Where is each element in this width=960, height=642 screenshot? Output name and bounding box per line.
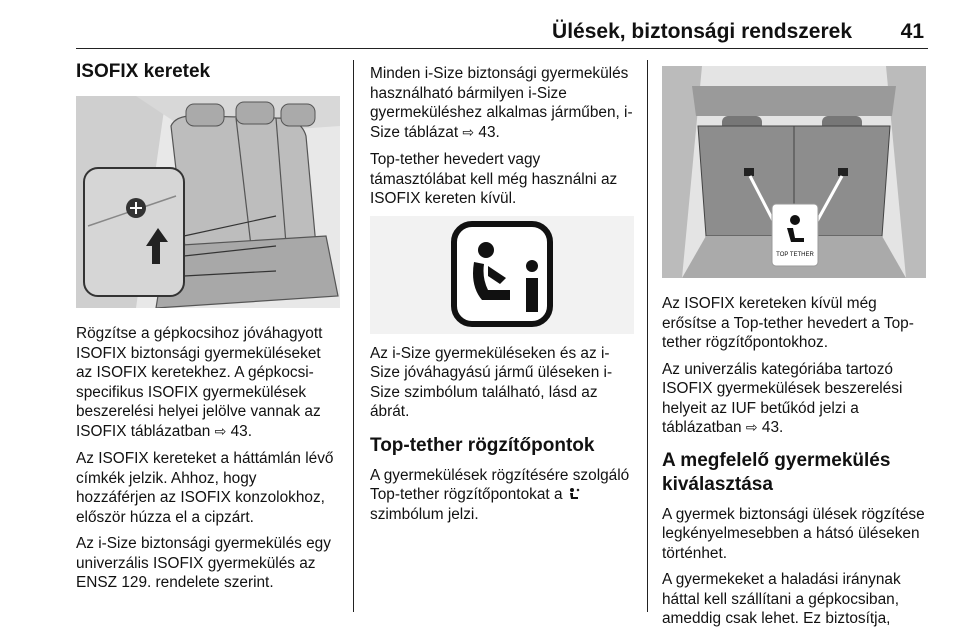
section-heading-isofix: ISOFIX keretek: [76, 61, 211, 82]
col2-paragraph-4-end: szimbólum jelzi.: [370, 505, 479, 523]
page-ref-arrow-icon: ⇨: [745, 420, 758, 436]
column-divider: [353, 60, 354, 612]
column-2: [370, 64, 634, 531]
col2-ref-page: 43.: [478, 123, 500, 141]
page-number: 41: [900, 20, 924, 43]
section-heading-top-tether: Top-tether rögzítőpontok: [370, 434, 595, 456]
column-divider: [647, 60, 648, 612]
page-header: [76, 0, 928, 49]
col3-ref-page: 43.: [761, 419, 784, 436]
top-tether-symbol-icon: [567, 487, 581, 501]
col3-paragraph-4: A gyermekeket a haladási iránynak háttal kell szállítani a gépkocsiban, ameddig csak lehet. Ez biztosítja,: [662, 571, 901, 627]
col1-paragraph-3: Az i-Size biztonsági gyermekülés egy univerzális ISOFIX gyermekülés az ENSZ 129. rendelete szerint.: [76, 535, 331, 591]
col2-paragraph-1: Minden i-Size biztonsági gyermekülés használható bármilyen i-Size gyermeküléshez alkalmas járműben, i-Size táblázat: [370, 65, 633, 141]
column-3: [662, 66, 926, 636]
header-title: Ülések, biztonsági rendszerek: [552, 20, 852, 43]
col2-paragraph-4: A gyermekülések rögzítésére szolgáló Top-tether rögzítőpontokat a: [370, 466, 630, 503]
column-1: [76, 60, 340, 600]
col2-paragraph-2: Top-tether hevedert vagy támasztólábat kell még használni az ISOFIX kereten kívül.: [370, 151, 618, 207]
top-tether-label-text: TOP TETHER: [776, 252, 814, 258]
col3-paragraph-2: Az univerzális kategóriába tartozó ISOFIX gyermekülések beszerelési helyeit az IUF betűkód jelzi a táblázatban: [662, 360, 903, 436]
page-ref-arrow-icon: ⇨: [214, 423, 227, 440]
top-tether-trunk-illustration: [662, 66, 926, 278]
col2-paragraph-3: Az i-Size gyermeküléseken és az i-Size jóváhagyású jármű üléseken i-Size szimbólum található, lásd az ábrát.: [370, 344, 613, 420]
section-heading-child-seat-selection: A megfelelő gyermekülés kiválasztása: [662, 449, 891, 495]
col1-paragraph-1: Rögzítse a gépkocsihoz jóváhagyott ISOFIX biztonsági gyermeküléseket az ISOFIX keretekhez. A gépkocsi-specifikus ISOFIX gyermekülések beszerelési helyei jelölve vannak az ISOFIX táblázatban: [76, 325, 323, 440]
page-ref-arrow-icon: ⇨: [462, 124, 475, 141]
col3-paragraph-1: Az ISOFIX kereteken kívül még erősítse a Top-tether hevedert a Top-tether rögzítőpontokhoz.: [662, 295, 914, 351]
col1-paragraph-2: Az ISOFIX kereteket a háttámlán lévő címkék jelzik. Ahhoz, hogy hozzáférjen az ISOFIX konzolokhoz, először húzza el a cipzárt.: [76, 450, 334, 526]
isofix-seat-illustration: [76, 96, 340, 308]
col1-ref-page: 43.: [230, 422, 253, 440]
i-size-symbol-illustration: [370, 216, 634, 334]
col3-paragraph-3: A gyermek biztonsági ülések rögzítése legkényelmesebben a hátsó üléseken történhet.: [662, 505, 925, 562]
